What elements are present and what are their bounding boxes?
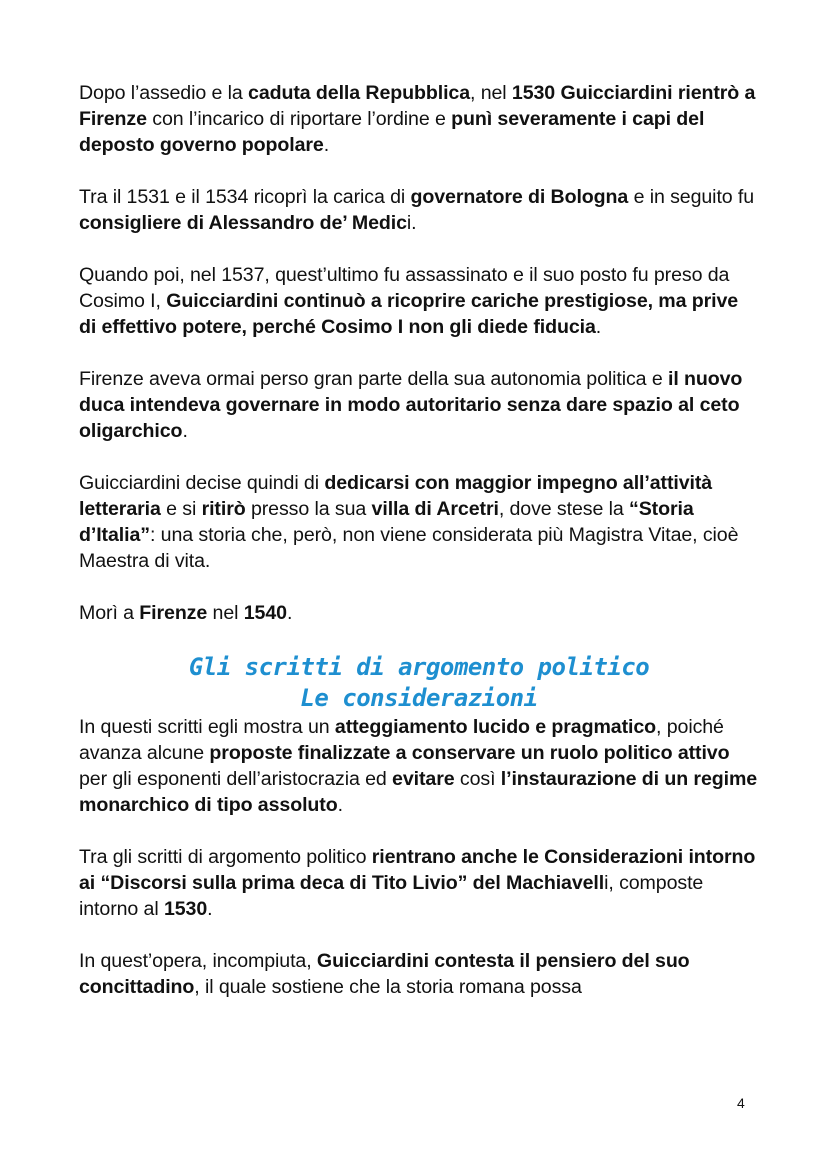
paragraph	[79, 714, 759, 818]
paragraph	[79, 600, 759, 626]
text-run: Tra il 1531 e il 1534 ricoprì la carica di	[79, 186, 411, 208]
text-run: con l’incarico di riportare l’ordine e	[146, 108, 452, 130]
text-run: Tra gli scritti di argomento politico	[79, 846, 372, 868]
bold-text: Guicciardini continuò a ricoprire cariche prestigiose, ma prive di effettivo potere, perché Cosimo I non gli diede fiducia	[79, 290, 739, 338]
bold-text: dedicarsi con maggior impegno all’attività letteraria	[79, 472, 713, 520]
bold-text: punì severamente i capi del deposto governo popolare	[79, 108, 705, 156]
paragraph	[79, 844, 759, 922]
bold-text: atteggiamento lucido e pragmatico	[334, 716, 657, 738]
text-run: Firenze aveva ormai perso gran parte della sua autonomia politica e	[79, 368, 668, 390]
text-run: e in seguito fu	[628, 186, 755, 208]
paragraph	[79, 948, 759, 1000]
bold-text: governatore di Bologna	[410, 186, 629, 208]
text-run: per gli esponenti dell’aristocrazia ed	[79, 768, 393, 790]
bold-text: ritirò	[201, 498, 246, 520]
section-heading	[79, 652, 759, 714]
text-run: Morì a	[79, 602, 140, 624]
text-run: In questi scritti egli mostra un	[79, 716, 335, 738]
bold-text: l’instaurazione di un regime monarchico di tipo assoluto	[79, 768, 758, 816]
bold-text: 1530 Guicciardini rientrò a Firenze	[79, 82, 756, 130]
document-page	[79, 80, 759, 1026]
text-run: Guicciardini decise quindi di	[79, 472, 325, 494]
page-number: 4	[737, 1095, 745, 1111]
bold-text: consigliere di Alessandro de’ Medic	[79, 212, 407, 234]
bold-text: il nuovo duca intendeva governare in modo autoritario senza dare spazio al ceto oligarchico	[79, 368, 743, 442]
bold-text: evitare	[392, 768, 455, 790]
text-run: così	[454, 768, 501, 790]
text-run: In quest’opera, incompiuta,	[79, 950, 317, 972]
section-political-writings	[79, 714, 759, 1000]
bold-text: 1530	[163, 898, 208, 920]
bold-text: Guicciardini contesta il pensiero del suo concittadino	[79, 950, 690, 998]
bold-text: caduta della Repubblica	[248, 82, 471, 104]
paragraph	[79, 80, 759, 158]
text-run: , il quale sostiene che la storia romana possa	[194, 976, 582, 998]
text-run: : una storia che, però, non viene considerata più Magistra Vitae, cioè Maestra di vita.	[79, 524, 739, 572]
text-run: , nel	[470, 82, 512, 104]
text-run: , dove stese la	[498, 498, 630, 520]
bold-text: “Storia d’Italia”	[79, 498, 694, 546]
section-biography	[79, 80, 759, 626]
text-run: .	[207, 898, 213, 920]
text-run: .	[323, 134, 330, 156]
text-run: .	[595, 316, 602, 338]
bold-text: 1540	[243, 602, 287, 624]
text-run: nel	[207, 602, 244, 624]
text-run: , poiché avanza alcune	[79, 716, 724, 764]
text-run: .	[286, 602, 293, 624]
paragraph	[79, 262, 759, 340]
paragraph	[79, 184, 759, 236]
text-run: i, composte intorno al	[79, 872, 704, 920]
text-run: Dopo l’assedio e la	[79, 82, 249, 104]
bold-text: proposte finalizzate a conservare un ruolo politico attivo	[209, 742, 730, 764]
text-run: i.	[406, 212, 417, 234]
text-run: .	[337, 794, 343, 816]
heading-line-1: Gli scritti di argomento politico	[188, 653, 650, 681]
text-run: Quando poi, nel 1537, quest’ultimo fu assassinato e il suo posto fu preso da Cosimo I,	[79, 264, 730, 312]
text-run: e si	[160, 498, 202, 520]
paragraph	[79, 470, 759, 574]
heading-line-2: Le considerazioni	[300, 684, 538, 712]
bold-text: rientrano anche le Considerazioni intorno ai “Discorsi sulla prima deca di Tito Livio” del Machiavell	[79, 846, 756, 894]
text-run: presso la sua	[245, 498, 372, 520]
text-run: .	[182, 420, 188, 442]
bold-text: Firenze	[139, 602, 208, 624]
bold-text: villa di Arcetri	[371, 498, 499, 520]
paragraph	[79, 366, 759, 444]
